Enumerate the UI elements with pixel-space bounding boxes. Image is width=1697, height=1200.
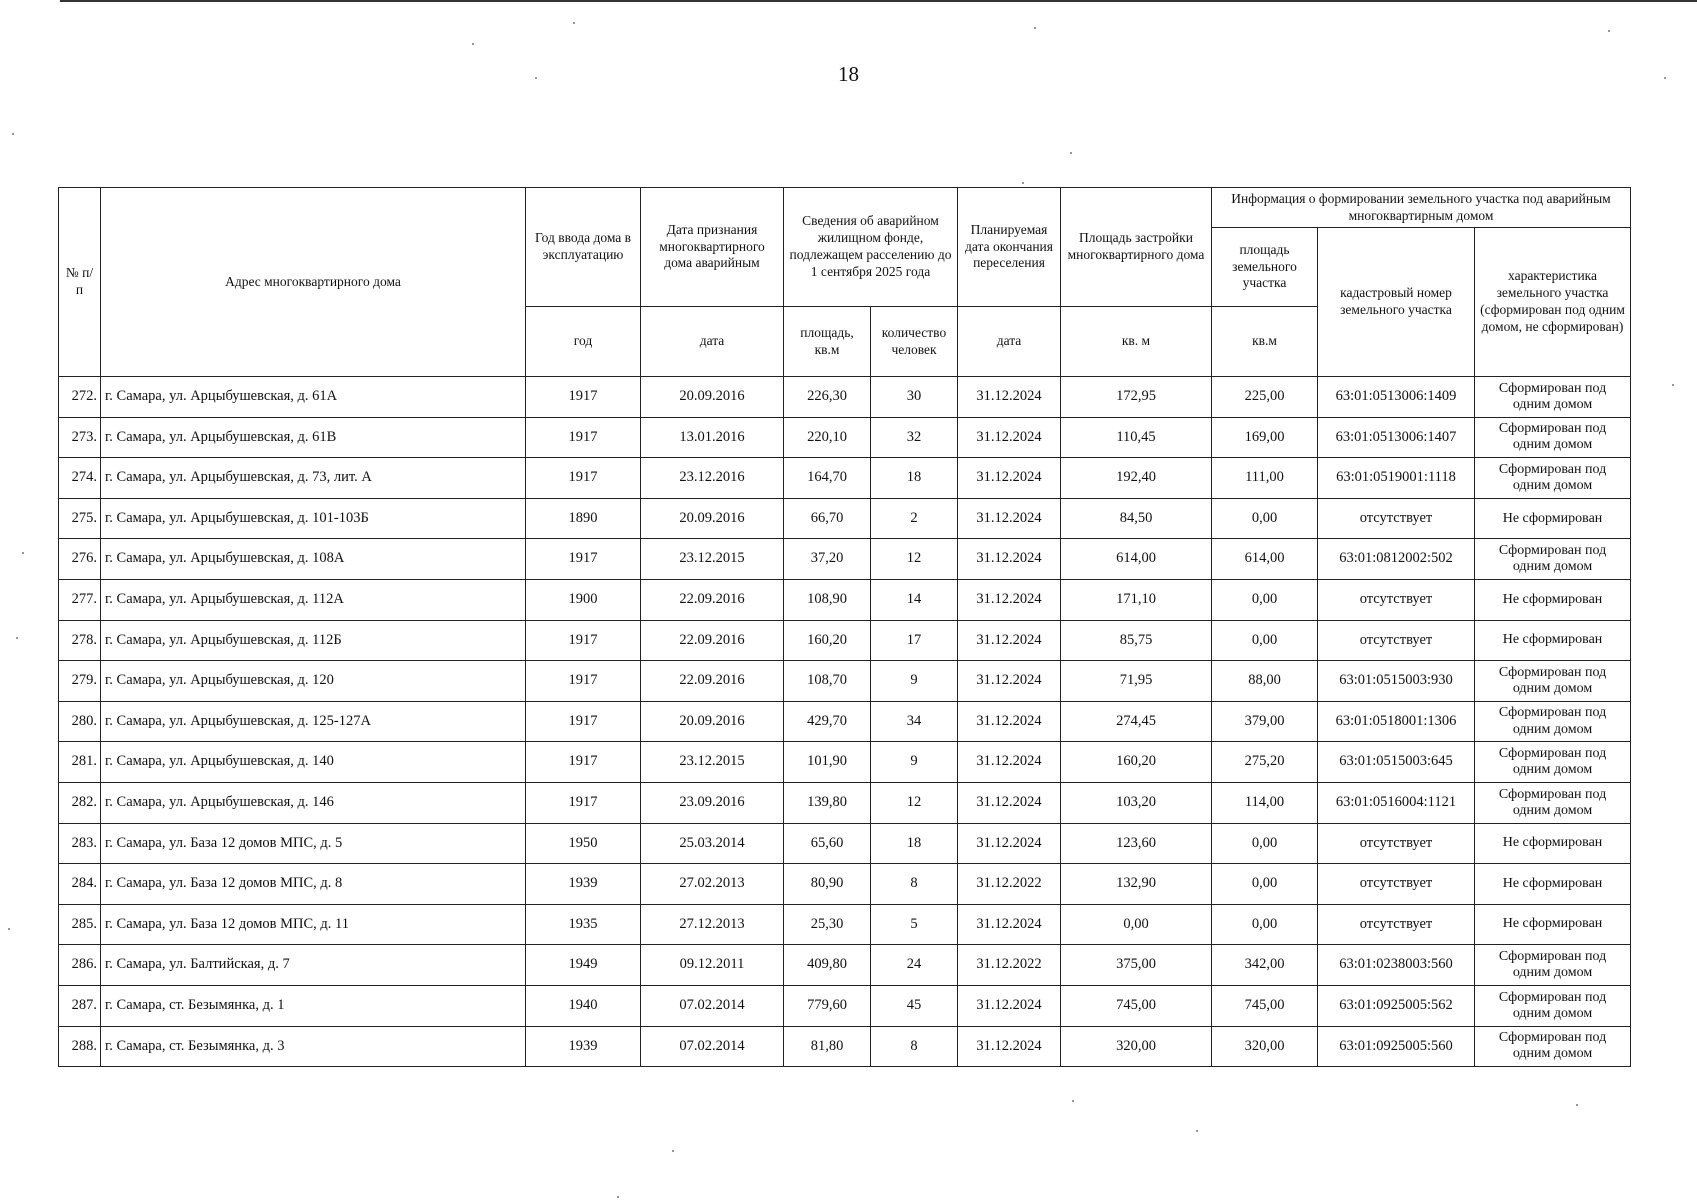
- cell-built-area: 192,40: [1061, 458, 1212, 499]
- cell-land-char: Не сформирован: [1475, 620, 1631, 661]
- scan-speck: [1196, 1130, 1198, 1132]
- cell-planned-date: 31.12.2024: [958, 661, 1061, 702]
- cell-year: 1939: [526, 1026, 641, 1067]
- cell-planned-date: 31.12.2024: [958, 904, 1061, 945]
- table-row: [59, 620, 1631, 661]
- cell-planned-date: 31.12.2024: [958, 377, 1061, 418]
- cell-num: 273.: [59, 417, 101, 458]
- cell-land-area: 0,00: [1212, 864, 1318, 905]
- cell-year: 1900: [526, 579, 641, 620]
- cell-address: г. Самара, ул. Арцыбушевская, д. 108А: [101, 539, 526, 580]
- cell-land-char: Сформирован под одним домом: [1475, 945, 1631, 986]
- cell-cadastral: 63:01:0812002:502: [1318, 539, 1475, 580]
- cell-cadastral: отсутствует: [1318, 498, 1475, 539]
- cell-built-area: 132,90: [1061, 864, 1212, 905]
- header-land-info: Информация о формировании земельного участка под аварийным многоквартирным домом: [1212, 188, 1631, 228]
- table-row: [59, 458, 1631, 499]
- cell-cadastral: 63:01:0515003:645: [1318, 742, 1475, 783]
- cell-num: 283.: [59, 823, 101, 864]
- unit-planned-date: дата: [958, 307, 1061, 377]
- table-row: [59, 417, 1631, 458]
- cell-planned-date: 31.12.2024: [958, 985, 1061, 1026]
- table-row: [59, 864, 1631, 905]
- cell-planned-date: 31.12.2024: [958, 620, 1061, 661]
- cell-area: 65,60: [784, 823, 871, 864]
- cell-land-char: Сформирован под одним домом: [1475, 539, 1631, 580]
- cell-recognition-date: 27.12.2013: [641, 904, 784, 945]
- header-cadastral: кадастровый номер земельного участка: [1318, 228, 1475, 377]
- cell-land-area: 342,00: [1212, 945, 1318, 986]
- cell-year: 1917: [526, 782, 641, 823]
- header-recognition-date: Дата признания многоквартирного дома аварийным: [641, 188, 784, 307]
- cell-people: 18: [871, 458, 958, 499]
- cell-built-area: 0,00: [1061, 904, 1212, 945]
- cell-address: г. Самара, ул. База 12 домов МПС, д. 5: [101, 823, 526, 864]
- cell-built-area: 320,00: [1061, 1026, 1212, 1067]
- scan-speck: [1608, 30, 1610, 32]
- table-body: [59, 377, 1631, 1067]
- scan-speck: [472, 43, 474, 45]
- unit-year: год: [526, 307, 641, 377]
- cell-address: г. Самара, ул. База 12 домов МПС, д. 11: [101, 904, 526, 945]
- cell-people: 24: [871, 945, 958, 986]
- top-rule: [60, 0, 1697, 2]
- cell-planned-date: 31.12.2022: [958, 864, 1061, 905]
- cell-recognition-date: 20.09.2016: [641, 701, 784, 742]
- cell-address: г. Самара, ул. Арцыбушевская, д. 112А: [101, 579, 526, 620]
- cell-planned-date: 31.12.2024: [958, 498, 1061, 539]
- header-land-char: характеристика земельного участка (сформирован под одним домом, не сформирован): [1475, 228, 1631, 377]
- cell-recognition-date: 22.09.2016: [641, 661, 784, 702]
- cell-num: 284.: [59, 864, 101, 905]
- cell-num: 286.: [59, 945, 101, 986]
- cell-num: 288.: [59, 1026, 101, 1067]
- scan-speck: [1022, 182, 1024, 184]
- cell-people: 5: [871, 904, 958, 945]
- cell-people: 34: [871, 701, 958, 742]
- cell-area: 108,70: [784, 661, 871, 702]
- cell-area: 108,90: [784, 579, 871, 620]
- header-num: № п/п: [59, 188, 101, 377]
- cell-planned-date: 31.12.2024: [958, 539, 1061, 580]
- cell-built-area: 160,20: [1061, 742, 1212, 783]
- cell-area: 779,60: [784, 985, 871, 1026]
- cell-people: 30: [871, 377, 958, 418]
- cell-year: 1917: [526, 701, 641, 742]
- cell-cadastral: 63:01:0515003:930: [1318, 661, 1475, 702]
- cell-address: г. Самара, ул. Арцыбушевская, д. 146: [101, 782, 526, 823]
- cell-land-char: Сформирован под одним домом: [1475, 417, 1631, 458]
- cell-people: 9: [871, 742, 958, 783]
- header-year-built: Год ввода дома в эксплуатацию: [526, 188, 641, 307]
- cell-num: 278.: [59, 620, 101, 661]
- cell-recognition-date: 07.02.2014: [641, 1026, 784, 1067]
- cell-people: 8: [871, 864, 958, 905]
- cell-land-area: 0,00: [1212, 579, 1318, 620]
- table-row: [59, 377, 1631, 418]
- cell-year: 1917: [526, 417, 641, 458]
- scan-speck: [12, 133, 14, 135]
- table-row: [59, 985, 1631, 1026]
- cell-recognition-date: 23.12.2015: [641, 539, 784, 580]
- cell-year: 1917: [526, 458, 641, 499]
- header-address: Адрес многоквартирного дома: [101, 188, 526, 377]
- table-row: [59, 782, 1631, 823]
- cell-people: 8: [871, 1026, 958, 1067]
- cell-area: 37,20: [784, 539, 871, 580]
- cell-address: г. Самара, ул. Арцыбушевская, д. 140: [101, 742, 526, 783]
- cell-year: 1917: [526, 377, 641, 418]
- scan-speck: [16, 637, 18, 639]
- cell-land-char: Сформирован под одним домом: [1475, 742, 1631, 783]
- cell-recognition-date: 22.09.2016: [641, 579, 784, 620]
- cell-address: г. Самара, ул. Арцыбушевская, д. 120: [101, 661, 526, 702]
- header-planned-date: Планируемая дата окончания переселения: [958, 188, 1061, 307]
- cell-land-char: Сформирован под одним домом: [1475, 701, 1631, 742]
- cell-year: 1949: [526, 945, 641, 986]
- cell-cadastral: 63:01:0519001:1118: [1318, 458, 1475, 499]
- cell-year: 1890: [526, 498, 641, 539]
- cell-land-char: Не сформирован: [1475, 498, 1631, 539]
- cell-cadastral: 63:01:0513006:1407: [1318, 417, 1475, 458]
- cell-built-area: 71,95: [1061, 661, 1212, 702]
- cell-land-char: Сформирован под одним домом: [1475, 985, 1631, 1026]
- unit-land-area: кв.м: [1212, 307, 1318, 377]
- cell-year: 1917: [526, 620, 641, 661]
- cell-planned-date: 31.12.2024: [958, 1026, 1061, 1067]
- cell-cadastral: отсутствует: [1318, 864, 1475, 905]
- cell-planned-date: 31.12.2024: [958, 701, 1061, 742]
- cell-land-char: Не сформирован: [1475, 864, 1631, 905]
- cell-built-area: 123,60: [1061, 823, 1212, 864]
- cell-land-area: 275,20: [1212, 742, 1318, 783]
- cell-land-area: 88,00: [1212, 661, 1318, 702]
- unit-built-area: кв. м: [1061, 307, 1212, 377]
- cell-people: 12: [871, 782, 958, 823]
- cell-year: 1917: [526, 539, 641, 580]
- cell-num: 279.: [59, 661, 101, 702]
- cell-recognition-date: 20.09.2016: [641, 377, 784, 418]
- cell-land-char: Не сформирован: [1475, 823, 1631, 864]
- table-row: [59, 579, 1631, 620]
- cell-built-area: 103,20: [1061, 782, 1212, 823]
- scan-speck: [22, 552, 24, 554]
- scan-speck: [1034, 27, 1036, 29]
- scan-speck: [1576, 1104, 1578, 1106]
- cell-land-char: Сформирован под одним домом: [1475, 782, 1631, 823]
- cell-people: 9: [871, 661, 958, 702]
- cell-land-char: Не сформирован: [1475, 904, 1631, 945]
- cell-recognition-date: 23.12.2015: [641, 742, 784, 783]
- cell-land-area: 111,00: [1212, 458, 1318, 499]
- cell-area: 81,80: [784, 1026, 871, 1067]
- cell-year: 1940: [526, 985, 641, 1026]
- cell-land-area: 114,00: [1212, 782, 1318, 823]
- cell-land-char: Сформирован под одним домом: [1475, 1026, 1631, 1067]
- cell-cadastral: 63:01:0925005:560: [1318, 1026, 1475, 1067]
- cell-people: 32: [871, 417, 958, 458]
- cell-address: г. Самара, ул. Арцыбушевская, д. 125-127А: [101, 701, 526, 742]
- cell-land-area: 320,00: [1212, 1026, 1318, 1067]
- cell-people: 14: [871, 579, 958, 620]
- cell-land-area: 0,00: [1212, 823, 1318, 864]
- table-row: [59, 661, 1631, 702]
- table-row: [59, 742, 1631, 783]
- cell-land-area: 169,00: [1212, 417, 1318, 458]
- cell-num: 285.: [59, 904, 101, 945]
- scan-speck: [1072, 1100, 1074, 1102]
- header-fund-info: Сведения об аварийном жилищном фонде, подлежащем расселению до 1 сентября 2025 года: [784, 188, 958, 307]
- cell-num: 275.: [59, 498, 101, 539]
- cell-cadastral: 63:01:0925005:562: [1318, 985, 1475, 1026]
- cell-area: 160,20: [784, 620, 871, 661]
- cell-land-area: 614,00: [1212, 539, 1318, 580]
- cell-year: 1917: [526, 742, 641, 783]
- cell-planned-date: 31.12.2024: [958, 742, 1061, 783]
- cell-year: 1917: [526, 661, 641, 702]
- cell-recognition-date: 25.03.2014: [641, 823, 784, 864]
- cell-address: г. Самара, ул. Арцыбушевская, д. 73, лит. А: [101, 458, 526, 499]
- cell-recognition-date: 13.01.2016: [641, 417, 784, 458]
- cell-land-area: 0,00: [1212, 620, 1318, 661]
- cell-planned-date: 31.12.2024: [958, 458, 1061, 499]
- cell-built-area: 375,00: [1061, 945, 1212, 986]
- cell-num: 272.: [59, 377, 101, 418]
- cell-address: г. Самара, ул. Арцыбушевская, д. 101-103Б: [101, 498, 526, 539]
- cell-land-char: Сформирован под одним домом: [1475, 661, 1631, 702]
- unit-people: количество человек: [871, 307, 958, 377]
- cell-area: 226,30: [784, 377, 871, 418]
- cell-planned-date: 31.12.2024: [958, 782, 1061, 823]
- cell-address: г. Самара, ст. Безымянка, д. 3: [101, 1026, 526, 1067]
- cell-num: 282.: [59, 782, 101, 823]
- scan-speck: [617, 1196, 619, 1198]
- cell-land-area: 0,00: [1212, 498, 1318, 539]
- cell-recognition-date: 23.12.2016: [641, 458, 784, 499]
- cell-built-area: 84,50: [1061, 498, 1212, 539]
- cell-num: 276.: [59, 539, 101, 580]
- scan-speck: [535, 77, 537, 79]
- cell-year: 1935: [526, 904, 641, 945]
- header-built-area: Площадь застройки многоквартирного дома: [1061, 188, 1212, 307]
- scan-speck: [573, 22, 575, 24]
- cell-cadastral: 63:01:0516004:1121: [1318, 782, 1475, 823]
- table-row: [59, 539, 1631, 580]
- cell-recognition-date: 23.09.2016: [641, 782, 784, 823]
- cell-num: 277.: [59, 579, 101, 620]
- cell-recognition-date: 22.09.2016: [641, 620, 784, 661]
- cell-num: 274.: [59, 458, 101, 499]
- cell-cadastral: отсутствует: [1318, 620, 1475, 661]
- cell-area: 66,70: [784, 498, 871, 539]
- cell-cadastral: 63:01:0518001:1306: [1318, 701, 1475, 742]
- cell-land-area: 379,00: [1212, 701, 1318, 742]
- cell-address: г. Самара, ст. Безымянка, д. 1: [101, 985, 526, 1026]
- cell-area: 101,90: [784, 742, 871, 783]
- table-row: [59, 701, 1631, 742]
- cell-recognition-date: 09.12.2011: [641, 945, 784, 986]
- cell-year: 1950: [526, 823, 641, 864]
- cell-cadastral: отсутствует: [1318, 823, 1475, 864]
- cell-area: 80,90: [784, 864, 871, 905]
- emergency-housing-table: [58, 187, 1631, 1067]
- unit-area: площадь, кв.м: [784, 307, 871, 377]
- cell-built-area: 614,00: [1061, 539, 1212, 580]
- cell-land-char: Сформирован под одним домом: [1475, 458, 1631, 499]
- cell-land-area: 745,00: [1212, 985, 1318, 1026]
- cell-area: 164,70: [784, 458, 871, 499]
- cell-address: г. Самара, ул. Арцыбушевская, д. 61А: [101, 377, 526, 418]
- cell-num: 281.: [59, 742, 101, 783]
- cell-land-area: 0,00: [1212, 904, 1318, 945]
- cell-address: г. Самара, ул. Балтийская, д. 7: [101, 945, 526, 986]
- table-row: [59, 945, 1631, 986]
- cell-year: 1939: [526, 864, 641, 905]
- scan-speck: [1664, 77, 1666, 79]
- cell-num: 280.: [59, 701, 101, 742]
- cell-area: 25,30: [784, 904, 871, 945]
- cell-recognition-date: 07.02.2014: [641, 985, 784, 1026]
- scan-speck: [1672, 384, 1674, 386]
- cell-recognition-date: 20.09.2016: [641, 498, 784, 539]
- table-row: [59, 904, 1631, 945]
- cell-planned-date: 31.12.2024: [958, 417, 1061, 458]
- cell-cadastral: отсутствует: [1318, 579, 1475, 620]
- cell-land-char: Не сформирован: [1475, 579, 1631, 620]
- cell-built-area: 85,75: [1061, 620, 1212, 661]
- table-row: [59, 498, 1631, 539]
- cell-area: 220,10: [784, 417, 871, 458]
- cell-people: 18: [871, 823, 958, 864]
- scan-speck: [8, 928, 10, 930]
- cell-built-area: 274,45: [1061, 701, 1212, 742]
- unit-date: дата: [641, 307, 784, 377]
- cell-planned-date: 31.12.2024: [958, 823, 1061, 864]
- cell-address: г. Самара, ул. База 12 домов МПС, д. 8: [101, 864, 526, 905]
- cell-people: 45: [871, 985, 958, 1026]
- cell-cadastral: 63:01:0513006:1409: [1318, 377, 1475, 418]
- cell-built-area: 171,10: [1061, 579, 1212, 620]
- cell-area: 409,80: [784, 945, 871, 986]
- cell-built-area: 745,00: [1061, 985, 1212, 1026]
- cell-area: 429,70: [784, 701, 871, 742]
- cell-area: 139,80: [784, 782, 871, 823]
- cell-planned-date: 31.12.2022: [958, 945, 1061, 986]
- cell-people: 12: [871, 539, 958, 580]
- cell-cadastral: отсутствует: [1318, 904, 1475, 945]
- table-row: [59, 823, 1631, 864]
- cell-cadastral: 63:01:0238003:560: [1318, 945, 1475, 986]
- header-land-area: площадь земельного участка: [1212, 228, 1318, 307]
- table-row: [59, 1026, 1631, 1067]
- scan-speck: [672, 1150, 674, 1152]
- scan-speck: [1070, 152, 1072, 154]
- cell-address: г. Самара, ул. Арцыбушевская, д. 112Б: [101, 620, 526, 661]
- cell-num: 287.: [59, 985, 101, 1026]
- cell-people: 2: [871, 498, 958, 539]
- cell-people: 17: [871, 620, 958, 661]
- cell-land-area: 225,00: [1212, 377, 1318, 418]
- cell-built-area: 172,95: [1061, 377, 1212, 418]
- cell-planned-date: 31.12.2024: [958, 579, 1061, 620]
- page-number: 18: [838, 62, 859, 86]
- cell-land-char: Сформирован под одним домом: [1475, 377, 1631, 418]
- cell-address: г. Самара, ул. Арцыбушевская, д. 61В: [101, 417, 526, 458]
- cell-recognition-date: 27.02.2013: [641, 864, 784, 905]
- cell-built-area: 110,45: [1061, 417, 1212, 458]
